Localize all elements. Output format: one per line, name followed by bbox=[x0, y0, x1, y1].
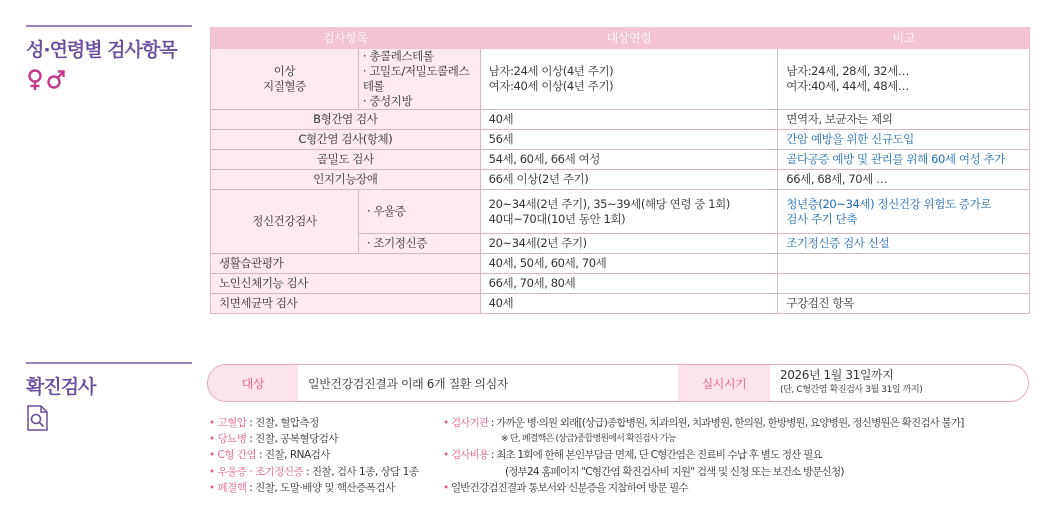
mental-sub-depression: · 우울증 bbox=[358, 190, 480, 234]
list-item: • 우울증 · 조기정신증 : 진찰, 검사 1종, 상담 1종 bbox=[209, 465, 419, 478]
period-label: 실시시기 bbox=[678, 365, 770, 401]
row-age: 40세, 50세, 60세, 70세 bbox=[480, 254, 778, 274]
table-row bbox=[211, 170, 1030, 190]
row-note bbox=[778, 274, 1030, 294]
early-psychosis-note: 조기정신증 검사 신설 bbox=[778, 234, 1030, 254]
section-title-by-age: 성·연령별 검사항목 bbox=[26, 39, 177, 61]
list-item: • 고혈압 : 진찰, 혈압측정 bbox=[209, 417, 319, 429]
row-label: 골밀도 검사 bbox=[211, 150, 481, 170]
mental-sub-early-psychosis: · 조기정신증 bbox=[358, 234, 480, 254]
table-row bbox=[211, 150, 1030, 170]
list-item: • C형 간염 : 진찰, RNA검사 bbox=[209, 449, 330, 462]
early-psychosis-age: 20~34세(2년 주기) bbox=[480, 234, 778, 254]
lipid-note: 남자:24세, 28세, 32세… 여자:40세, 44세, 48세… bbox=[778, 49, 1030, 110]
row-label-mental: 정신건강검사 bbox=[211, 190, 359, 254]
row-label: 노인신체기능 검사 bbox=[211, 274, 481, 294]
row-note: 간암 예방을 위한 신규도입 bbox=[778, 130, 1030, 150]
document-search-icon bbox=[26, 405, 192, 435]
row-label: 치면세균막 검사 bbox=[211, 294, 481, 314]
header-note: 비고 bbox=[778, 28, 1030, 49]
table-row bbox=[211, 274, 1030, 294]
target-value: 일반건강검진결과 이래 6개 질환 의심자 bbox=[308, 376, 508, 391]
row-age: 40세 bbox=[480, 294, 778, 314]
confirm-info-bar bbox=[207, 364, 1029, 402]
lipid-sub-items: · 총콜레스테롤 · 고밀도/저밀도콜레스테롤 · 중성지방 bbox=[358, 49, 480, 110]
depression-age: 20~34세(2년 주기), 35~39세(해당 연령 중 1회) 40대~70대(10년 동안 1회) bbox=[480, 190, 778, 234]
row-age: 66세, 70세, 80세 bbox=[480, 274, 778, 294]
row-label: 인지기능장애 bbox=[211, 170, 481, 190]
lipid-age: 남자:24세 이상(4년 주기) 여자:40세 이상(4년 주기) bbox=[480, 49, 778, 110]
section-header-confirm bbox=[26, 362, 192, 435]
row-note: 66세, 68세, 70세 … bbox=[778, 170, 1030, 190]
row-note bbox=[778, 254, 1030, 274]
row-label: B형간염 검사 bbox=[211, 110, 481, 130]
row-note: 골다공증 예방 및 관리를 위해 60세 여성 추가 bbox=[778, 150, 1030, 170]
target-label: 대상 bbox=[208, 365, 298, 401]
list-item: • 당뇨병 : 진찰, 공복혈당검사 bbox=[209, 433, 339, 446]
info-org: • 검사기관 : 가까운 병·의원 외래[(상급)종합병원, 치과의원, 치과병원, 한의원, 한방병원, 요양병원, 정신병원은 확진검사 불가] bbox=[443, 417, 964, 429]
period-value: 2026년 1월 31일까지 (단, C형간염 확진검사 3월 31일 까지) bbox=[780, 368, 923, 395]
table-row bbox=[211, 130, 1030, 150]
table-row bbox=[211, 190, 1030, 234]
row-label-lipid: 이상 지질혈증 bbox=[211, 49, 359, 110]
gender-icon bbox=[26, 68, 192, 96]
disease-list bbox=[209, 415, 418, 496]
info-notes bbox=[443, 415, 964, 496]
list-item: • 폐결핵 : 진찰, 도말·배양 및 핵산증폭검사 bbox=[209, 481, 395, 494]
header-item: 검사항목 bbox=[211, 28, 481, 49]
row-age: 56세 bbox=[480, 130, 778, 150]
depression-note: 청년층(20~34세) 정신건강 위험도 증가로 검사 주기 단축 bbox=[778, 190, 1030, 234]
row-age: 66세 이상(2년 주기) bbox=[480, 170, 778, 190]
row-note: 면역자, 보균자는 제외 bbox=[778, 110, 1030, 130]
info-cost-note: (정부24 홈페이지 "C형간염 확진검사비 지원" 검색 및 신청 또는 보건소 방문신청) bbox=[505, 465, 844, 478]
section-header-by-age bbox=[26, 25, 192, 96]
table-row bbox=[211, 254, 1030, 274]
info-org-note: ※ 단, 폐결핵은 (상급)종합병원에서 확진검사 가능 bbox=[501, 434, 676, 445]
table-row bbox=[211, 49, 1030, 110]
row-note: 구강검진 항목 bbox=[778, 294, 1030, 314]
info-cost: • 검사비용 : 최초 1회에 한해 본인부담금 면제, 단 C형간염은 진료비 수납 후 별도 정산 필요 bbox=[443, 449, 822, 462]
row-label: 생활습관평가 bbox=[211, 254, 481, 274]
section-title-confirm: 확진검사 bbox=[26, 376, 96, 398]
table-row bbox=[211, 110, 1030, 130]
row-label: C형간염 검사(항체) bbox=[211, 130, 481, 150]
checkup-items-table bbox=[210, 27, 1030, 314]
row-age: 54세, 60세, 66세 여성 bbox=[480, 150, 778, 170]
info-visit: • 일반건강검진결과 통보서와 신분증을 지참하여 방문 필수 bbox=[443, 481, 688, 494]
row-age: 40세 bbox=[480, 110, 778, 130]
header-age: 대상연령 bbox=[480, 28, 778, 49]
table-row bbox=[211, 294, 1030, 314]
